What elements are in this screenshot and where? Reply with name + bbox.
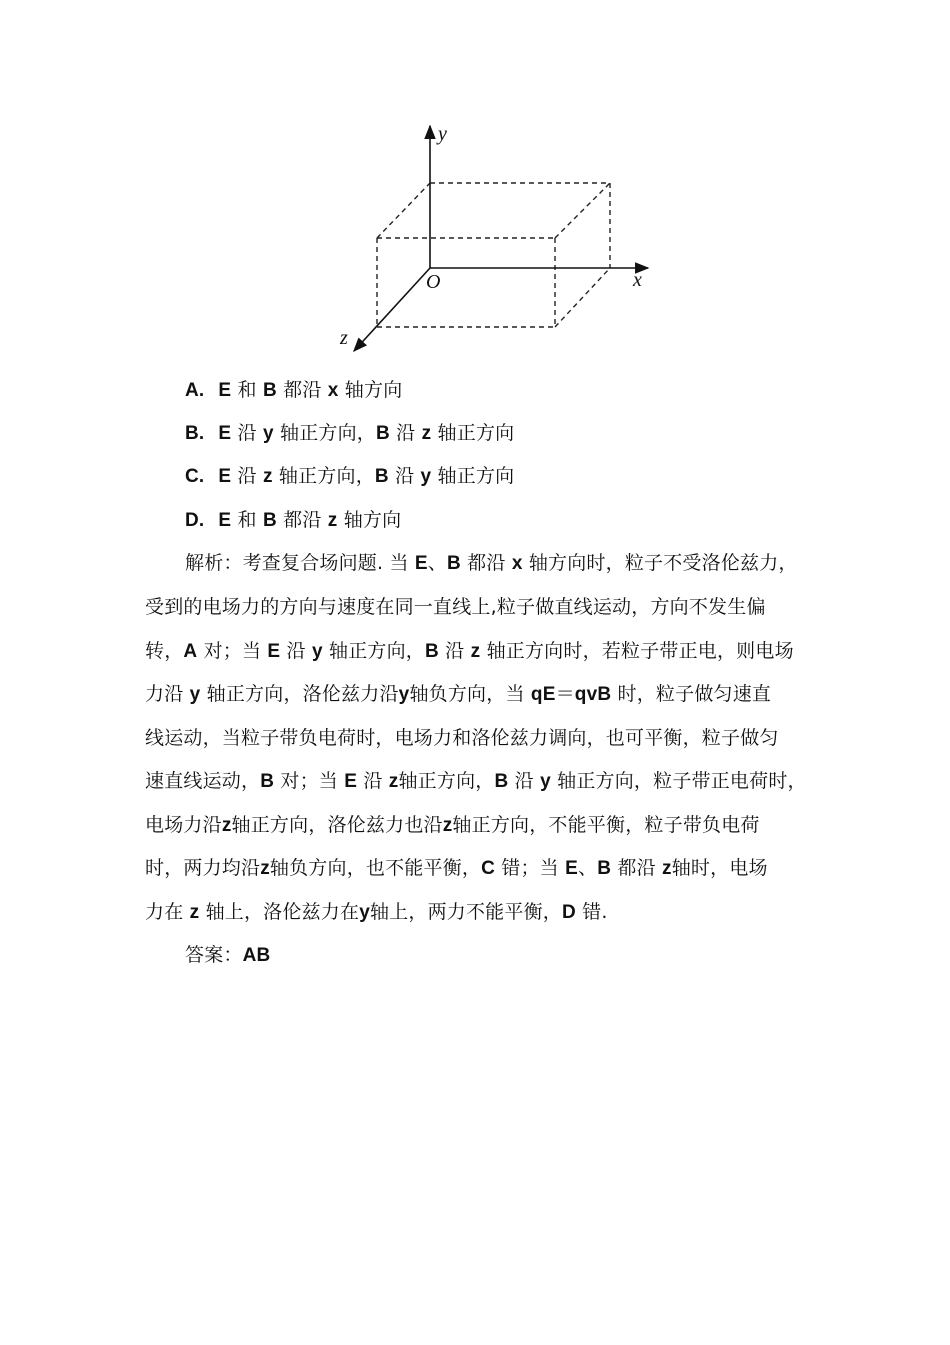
bold-symbol: z (262, 466, 273, 487)
text-run: ＝ (555, 683, 575, 705)
text-run: 都沿 (460, 552, 512, 574)
analysis-line (185, 548, 798, 579)
text-run: 线运动，当粒子带负电荷时，电场力和洛伦兹力调向，也可平衡，粒子做匀 (145, 727, 779, 749)
bold-symbol: B (262, 510, 277, 531)
bold-symbol: E (414, 553, 428, 574)
text-run: 沿 (357, 770, 389, 792)
bold-symbol: E (344, 771, 358, 792)
option-c (185, 461, 514, 492)
text-run: 沿 (508, 770, 541, 792)
analysis-line (145, 723, 779, 753)
bold-symbol: y (359, 902, 370, 923)
text-run: 轴正方向， (322, 640, 426, 662)
bold-symbol: E (218, 380, 232, 401)
bold-symbol: y (420, 466, 432, 487)
option-b (185, 418, 514, 449)
text-run: 、 (427, 552, 447, 574)
option-letter: A. (185, 380, 205, 401)
bold-symbol: B (260, 771, 275, 792)
text-run: 轴正方向， (272, 465, 375, 487)
z-axis-label: z (340, 327, 348, 349)
analysis-line (145, 810, 760, 841)
bold-symbol: B (376, 423, 390, 444)
bold-symbol: B (262, 380, 277, 401)
bold-symbol: z (421, 423, 432, 444)
option-letter: B. (185, 423, 205, 444)
text-run: 和 (231, 509, 263, 531)
text-run: 轴上，洛伦兹力在 (199, 901, 360, 923)
bold-symbol: D (561, 902, 576, 923)
bold-symbol: z (327, 510, 338, 531)
option-letter: C. (185, 466, 205, 487)
text-run: 轴负方向，当 (409, 683, 531, 705)
text-run: 对；当 (197, 640, 268, 662)
text-run: 都沿 (276, 509, 328, 531)
option-letter: D. (185, 510, 205, 531)
text-run: 沿 (438, 640, 471, 662)
text-run: 速直线运动， (145, 770, 261, 792)
text-run: 沿 (231, 465, 263, 487)
answer (185, 940, 270, 971)
analysis-line (145, 679, 771, 710)
bold-symbol: B (425, 641, 439, 662)
answer-value: AB (242, 945, 271, 966)
box-dashed-edges (377, 183, 610, 327)
bold-symbol: B (597, 858, 612, 879)
bold-symbol: E (218, 466, 232, 487)
x-axis-label: x (633, 269, 642, 291)
z-axis (354, 268, 430, 351)
bold-symbol: z (442, 815, 453, 836)
bold-symbol: qvB (574, 684, 612, 705)
text-run: 沿 (231, 422, 263, 444)
analysis-line (145, 897, 608, 928)
bold-symbol: y (189, 684, 201, 705)
bold-symbol: x (327, 380, 339, 401)
text-run: 轴正方向，粒子带正电荷时， (550, 770, 807, 792)
text-run: 轴时，电场 (671, 857, 768, 879)
bold-symbol: B (447, 553, 461, 574)
text-run: 都沿 (276, 379, 328, 401)
text-run: 沿 (280, 640, 312, 662)
bold-symbol: qE (530, 684, 556, 705)
bold-symbol: B (374, 466, 389, 487)
bold-symbol: E (218, 510, 232, 531)
bold-symbol: z (189, 902, 200, 923)
text-run: 轴方向 (337, 509, 402, 531)
text-run: 对；当 (274, 770, 345, 792)
bold-symbol: E (218, 423, 232, 444)
option-a (185, 375, 402, 406)
bold-symbol: y (262, 423, 274, 444)
text-run: 轴正方向时，若粒子带正电，则电场 (480, 640, 794, 662)
text-run: 和 (231, 379, 263, 401)
text-run: 都沿 (611, 857, 663, 879)
analysis-line (145, 592, 766, 622)
text-run: 电场力沿 (145, 814, 222, 836)
analysis-line (145, 766, 807, 797)
text-run: 解析：考查复合场问题. 当 (185, 552, 415, 574)
bold-symbol: C (481, 858, 496, 879)
text-run: 轴方向时，粒子不受洛伦兹力， (522, 552, 798, 574)
text-run: 轴方向 (338, 379, 403, 401)
analysis-line (145, 636, 794, 667)
text-run: 转， (145, 640, 184, 662)
origin-label: O (426, 271, 441, 293)
bold-symbol: z (388, 771, 399, 792)
text-run: 轴正方向，洛伦兹力沿 (200, 683, 399, 705)
text-run: 沿 (388, 465, 421, 487)
answer-label: 答案： (185, 944, 243, 966)
bold-symbol: z (221, 815, 232, 836)
text-run: 轴正方向，洛伦兹力也沿 (231, 814, 443, 836)
coordinate-box-figure (330, 120, 660, 355)
bold-symbol: E (565, 858, 578, 879)
text-run: 力沿 (145, 683, 190, 705)
bold-symbol: A (183, 641, 198, 662)
text-run: 轴上，两力不能平衡， (369, 901, 562, 923)
bold-symbol: z (470, 641, 481, 662)
text-run: 时，两力均沿 (145, 857, 261, 879)
bold-symbol: x (511, 553, 523, 574)
text-run: 轴正方向，不能平衡，粒子带负电荷 (452, 814, 760, 836)
text-run: 错. (575, 901, 608, 923)
bold-symbol: y (311, 641, 323, 662)
text-run: 、 (578, 857, 598, 879)
text-run: 轴正方向 (431, 422, 515, 444)
option-d (185, 505, 401, 536)
bold-symbol: y (540, 771, 551, 792)
analysis-line (145, 853, 768, 884)
text-run: 力在 (145, 901, 190, 923)
bold-symbol: z (662, 858, 672, 879)
text-run: 轴正方向， (398, 770, 495, 792)
bold-symbol: B (494, 771, 509, 792)
text-run: 沿 (389, 422, 422, 444)
bold-symbol: z (260, 858, 270, 879)
text-run: 时，粒子做匀速直 (611, 683, 772, 705)
text-run: 轴负方向，也不能平衡， (269, 857, 482, 879)
bold-symbol: y (398, 684, 410, 705)
text-run: 错；当 (495, 857, 566, 879)
y-axis-label: y (438, 123, 447, 145)
text-run: 受到的电场力的方向与速度在同一直线上,粒子做直线运动，方向不发生偏 (145, 596, 766, 618)
text-run: 轴正方向， (273, 422, 376, 444)
bold-symbol: E (267, 641, 281, 662)
text-run: 轴正方向 (431, 465, 515, 487)
